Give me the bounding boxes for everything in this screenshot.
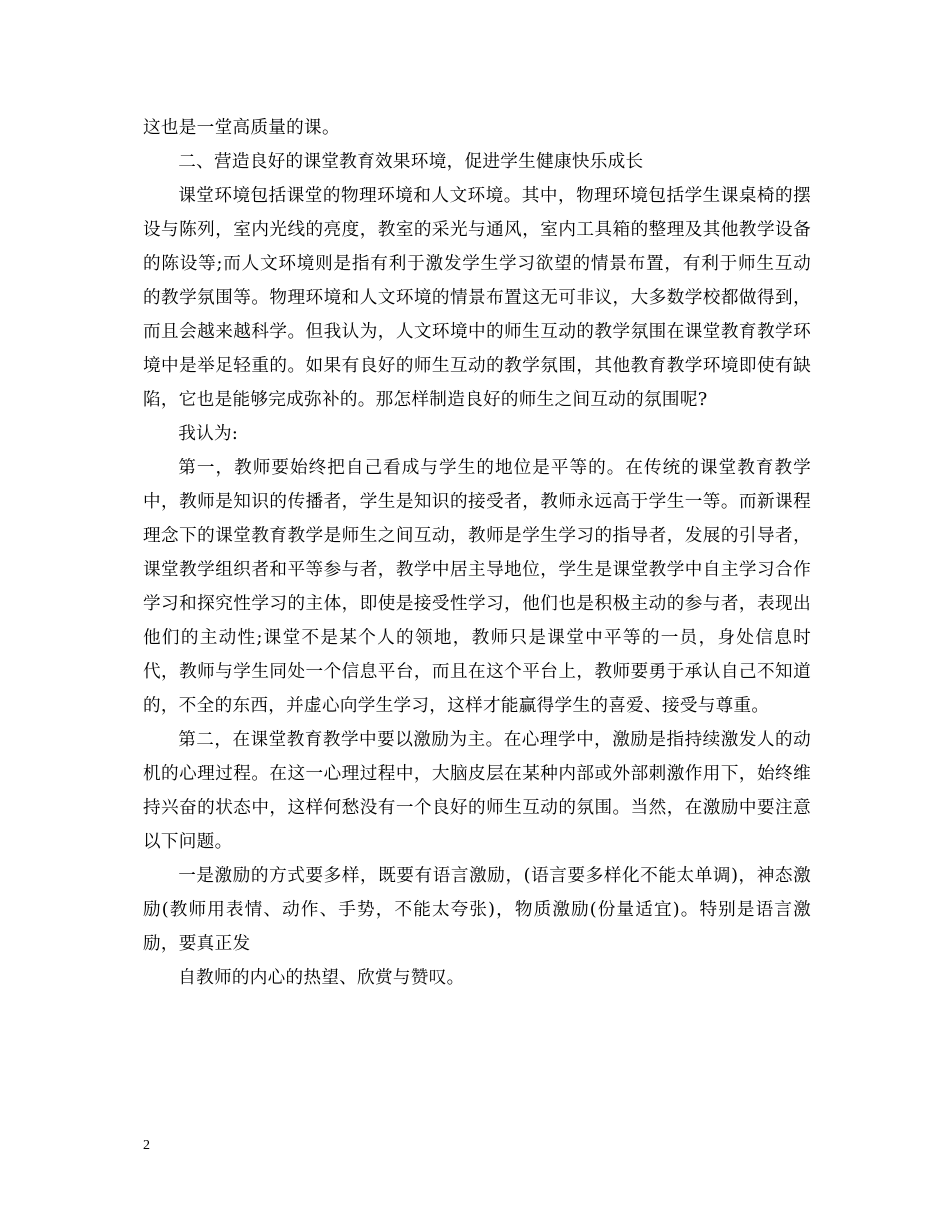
paragraph-7: 一是激励的方式要多样，既要有语言激励，(语言要多样化不能太单调)，神态激励(教师用表情、动作、手势，不能太夸张)，物质激励(份量适宜)。特别是语言激励，要真正发 — [143, 866, 811, 954]
paragraph-3: 课堂环境包括课堂的物理环境和人文环境。其中，物理环境包括学生课桌椅的摆设与陈列，室内光线的亮度，教室的采光与通风，室内工具箱的整理及其他教学设备的陈设等;而人文环境则是指有利于激发学生学习欲望的情景布置，有利于师生互动的教学氛围等。物理环境和人文环境的情景布置这无可非议，大多数学校都做得到，而且会越来越科学。但我认为，人文环境中的师生互动的教学氛围在课堂教育教学环境中是举足轻重的。如果有良好的师生互动的教学氛围，其他教育教学环境即使有缺陷，它也是能够完成弥补的。那怎样制造良好的师生之间互动的氛围呢? — [143, 186, 811, 410]
section-heading: 二、营造良好的课堂教育效果环境，促进学生健康快乐成长 — [178, 152, 644, 172]
paragraph-5: 第一，教师要始终把自己看成与学生的地位是平等的。在传统的课堂教育教学中，教师是知识的传播者，学生是知识的接受者，教师永远高于学生一等。而新课程理念下的课堂教育教学是师生之间互动，教师是学生学习的指导者，发展的引导者，课堂教学组织者和平等参与者，教学中居主导地位，学生是课堂教学中自主学习合作学习和探究性学习的主体，即使是接受性学习，他们也是积极主动的参与者，表现出他们的主动性;课堂不是某个人的领地，教师只是课堂中平等的一员，身处信息时代，教师与学生同处一个信息平台，而且在这个平台上，教师要勇于承认自己不知道的，不全的东西，并虚心向学生学习，这样才能赢得学生的喜爱、接受与尊重。 — [143, 458, 811, 716]
document-body — [143, 111, 811, 995]
paragraph-1: 这也是一堂高质量的课。 — [143, 118, 340, 138]
paragraph-6: 第二，在课堂教育教学中要以激励为主。在心理学中，激励是指持续激发人的动机的心理过程。在这一心理过程中，大脑皮层在某种内部或外部刺激作用下，始终维持兴奋的状态中，这样何愁没有一个良好的师生互动的氛围。当然，在激励中要注意以下问题。 — [143, 730, 811, 852]
paragraph-4: 我认为: — [178, 424, 239, 444]
page-number: 2 — [143, 1138, 150, 1153]
paragraph-8: 自教师的内心的热望、欣赏与赞叹。 — [178, 968, 465, 988]
